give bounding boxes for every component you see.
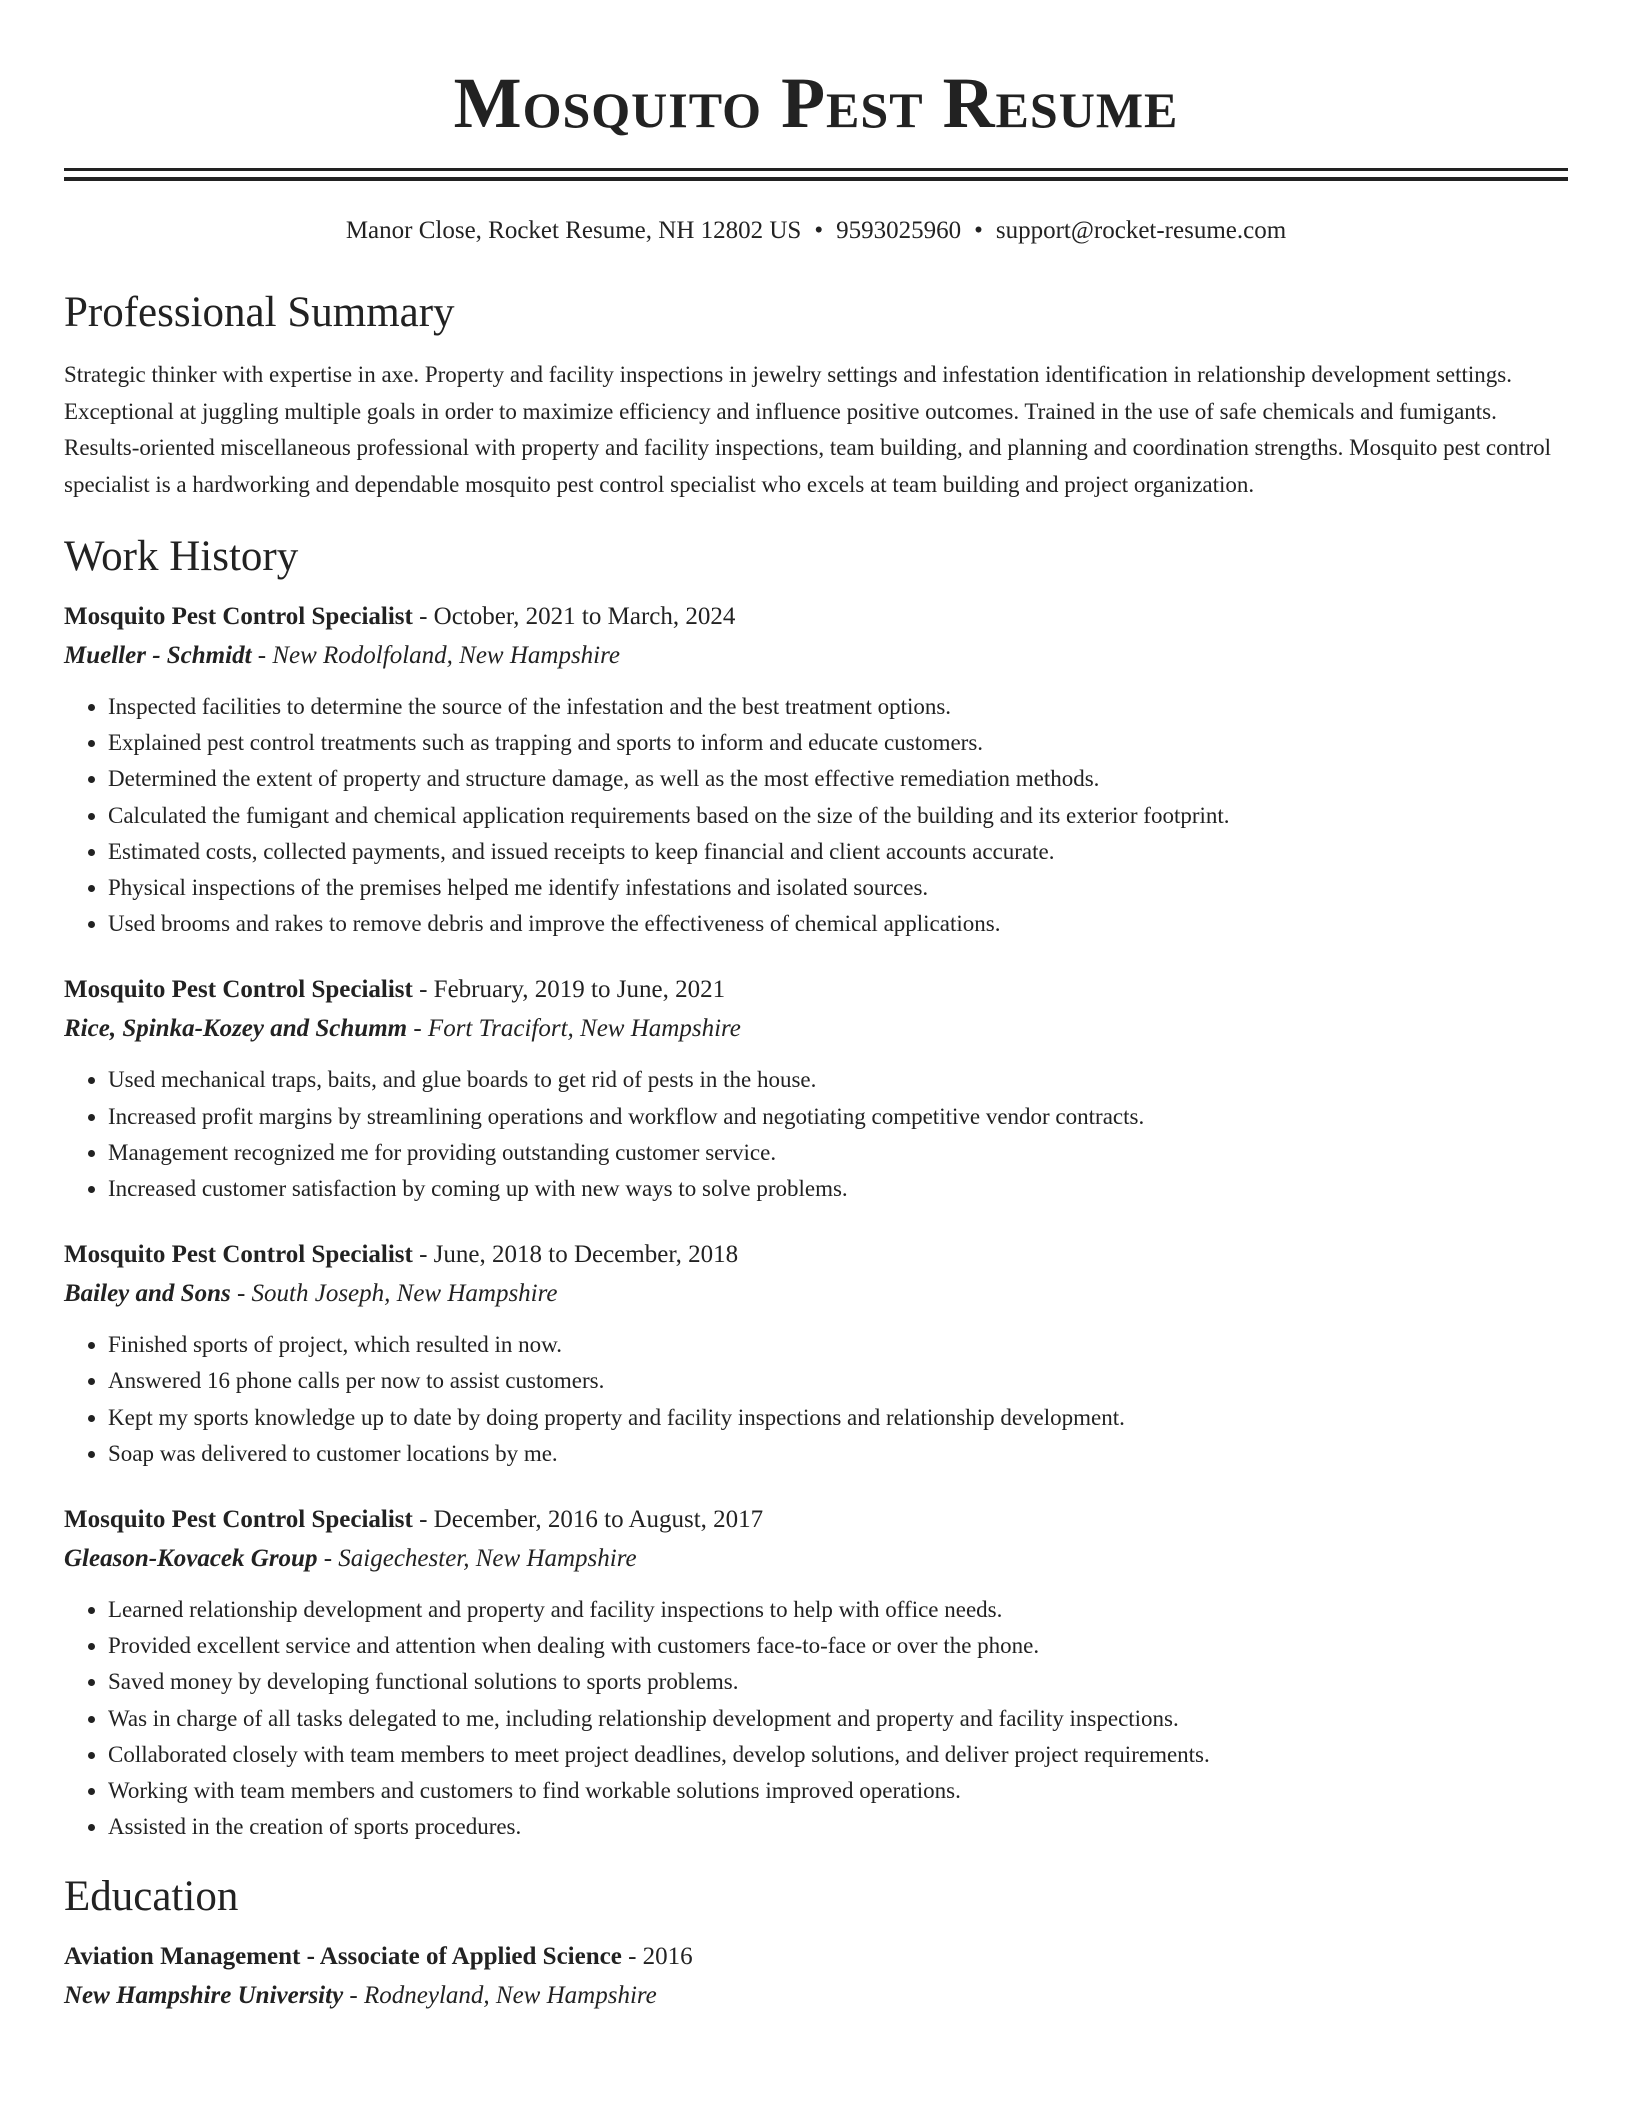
job-bullet: • Finished sports of project, which resulted in now. bbox=[108, 1327, 1568, 1363]
job-bullet: • Explained pest control treatments such as trapping and sports to inform and educate customers. bbox=[108, 725, 1568, 761]
section-title-summary: Professional Summary bbox=[64, 289, 455, 336]
section-title-work-history: Work History bbox=[64, 533, 299, 580]
job-bullet: • Was in charge of all tasks delegated to me, including relationship development and property and facility inspections. bbox=[108, 1701, 1568, 1737]
job-entry bbox=[64, 972, 1568, 1207]
job-bullet: • Soap was delivered to customer locations by me. bbox=[108, 1436, 1568, 1472]
header-divider bbox=[64, 168, 1568, 181]
divider-line-top bbox=[64, 168, 1568, 171]
education-location: - Rodneyland, New Hampshire bbox=[343, 1982, 657, 2010]
job-role: Mosquito Pest Control Specialist bbox=[64, 1241, 413, 1269]
job-location: - Saigechester, New Hampshire bbox=[317, 1545, 637, 1573]
job-bullet-list bbox=[64, 689, 1568, 942]
job-heading bbox=[64, 1502, 1568, 1538]
contact-separator: • bbox=[974, 217, 983, 244]
job-dates: - June, 2018 to December, 2018 bbox=[412, 1241, 739, 1269]
job-bullet: • Calculated the fumigant and chemical application requirements based on the size of the building and its exterior footprint. bbox=[108, 798, 1568, 834]
job-bullet: • Management recognized me for providing outstanding customer service. bbox=[108, 1135, 1568, 1171]
resume-name: Mosquito Pest Resume bbox=[453, 63, 1179, 143]
contact-address: Manor Close, Rocket Resume, NH 12802 US bbox=[345, 217, 802, 244]
job-location: - Fort Tracifort, New Hampshire bbox=[407, 1015, 741, 1043]
job-bullet: • Kept my sports knowledge up to date by doing property and facility inspections and relationship development. bbox=[108, 1400, 1568, 1436]
job-company: Bailey and Sons bbox=[64, 1280, 231, 1308]
contact-info bbox=[64, 215, 1568, 247]
contact-separator: • bbox=[814, 217, 824, 244]
summary-text: Strategic thinker with expertise in axe. Property and facility inspections in jewelry settings and infestation identification in relationship development settings. Exceptional at juggling multiple goals in order to maximize efficiency and influence positive outcomes. Trained in the use of safe chemicals and fumigants. Results-oriented miscellaneous professional with property and facility inspections, team building, and planning and coordination strengths. Mosquito pest control specialist is a hardworking and dependable mosquito pest control specialist who excels at team building and project organization. bbox=[64, 362, 1552, 497]
job-bullet: • Saved money by developing functional solutions to sports problems. bbox=[108, 1664, 1568, 1700]
job-company: Mueller - Schmidt bbox=[64, 642, 252, 669]
job-role: Mosquito Pest Control Specialist bbox=[64, 1506, 413, 1534]
education-degree: Aviation Management - Associate of Applied Science bbox=[64, 1943, 622, 1971]
job-heading bbox=[64, 972, 1568, 1008]
job-bullet: • Answered 16 phone calls per now to assist customers. bbox=[108, 1363, 1568, 1399]
education-heading bbox=[64, 1939, 1568, 1975]
job-bullet: • Increased customer satisfaction by coming up with new ways to solve problems. bbox=[108, 1171, 1568, 1207]
job-employer bbox=[64, 637, 1568, 675]
job-entry bbox=[64, 1502, 1568, 1845]
job-bullet: • Collaborated closely with team members to meet project deadlines, develop solutions, and deliver project requirements. bbox=[108, 1737, 1568, 1773]
job-bullet: • Determined the extent of property and structure damage, as well as the most effective remediation methods. bbox=[108, 761, 1568, 797]
job-role: Mosquito Pest Control Specialist bbox=[64, 603, 413, 630]
job-employer bbox=[64, 1010, 1568, 1048]
job-bullet: • Assisted in the creation of sports procedures. bbox=[108, 1809, 1568, 1845]
job-bullet: • Physical inspections of the premises helped me identify infestations and isolated sources. bbox=[108, 870, 1568, 906]
education-school: New Hampshire University bbox=[64, 1982, 344, 2010]
job-dates: - February, 2019 to June, 2021 bbox=[412, 976, 726, 1004]
job-location: - New Rodolfoland, New Hampshire bbox=[251, 642, 621, 669]
job-role: Mosquito Pest Control Specialist bbox=[64, 976, 413, 1004]
job-bullet-list bbox=[64, 1592, 1568, 1845]
job-entry bbox=[64, 599, 1568, 942]
job-bullet: • Inspected facilities to determine the source of the infestation and the best treatment options. bbox=[108, 689, 1568, 725]
job-dates: - December, 2016 to August, 2017 bbox=[412, 1506, 764, 1534]
job-employer bbox=[64, 1540, 1568, 1578]
job-entry bbox=[64, 1237, 1568, 1472]
job-heading bbox=[64, 599, 1568, 635]
job-company: Gleason-Kovacek Group bbox=[64, 1545, 318, 1573]
job-bullet: • Used brooms and rakes to remove debris and improve the effectiveness of chemical applications. bbox=[108, 906, 1568, 942]
job-location: - South Joseph, New Hampshire bbox=[230, 1280, 558, 1308]
job-company: Rice, Spinka-Kozey and Schumm bbox=[64, 1015, 408, 1043]
job-bullet: • Increased profit margins by streamlining operations and workflow and negotiating competitive vendor contracts. bbox=[108, 1099, 1568, 1135]
job-bullet: • Working with team members and customers to find workable solutions improved operations. bbox=[108, 1773, 1568, 1809]
education-school-line bbox=[64, 1977, 1568, 2015]
education-year: - 2016 bbox=[621, 1943, 693, 1971]
job-bullet: • Provided excellent service and attention when dealing with customers face-to-face or over the phone. bbox=[108, 1628, 1568, 1664]
job-bullet: • Learned relationship development and property and facility inspections to help with office needs. bbox=[108, 1592, 1568, 1628]
education-entry bbox=[64, 1939, 1568, 2015]
job-employer bbox=[64, 1275, 1568, 1313]
job-bullet: • Estimated costs, collected payments, and issued receipts to keep financial and client accounts accurate. bbox=[108, 834, 1568, 870]
contact-phone: 9593025960 bbox=[836, 217, 962, 244]
contact-email: support@rocket-resume.com bbox=[995, 217, 1287, 244]
section-title-education: Education bbox=[64, 1873, 239, 1921]
job-bullet-list bbox=[64, 1327, 1568, 1472]
job-heading bbox=[64, 1237, 1568, 1273]
job-dates: - October, 2021 to March, 2024 bbox=[412, 603, 736, 630]
job-bullet: • Used mechanical traps, baits, and glue boards to get rid of pests in the house. bbox=[108, 1062, 1568, 1098]
job-bullet-list bbox=[64, 1062, 1568, 1207]
divider-line-bottom bbox=[64, 177, 1568, 181]
